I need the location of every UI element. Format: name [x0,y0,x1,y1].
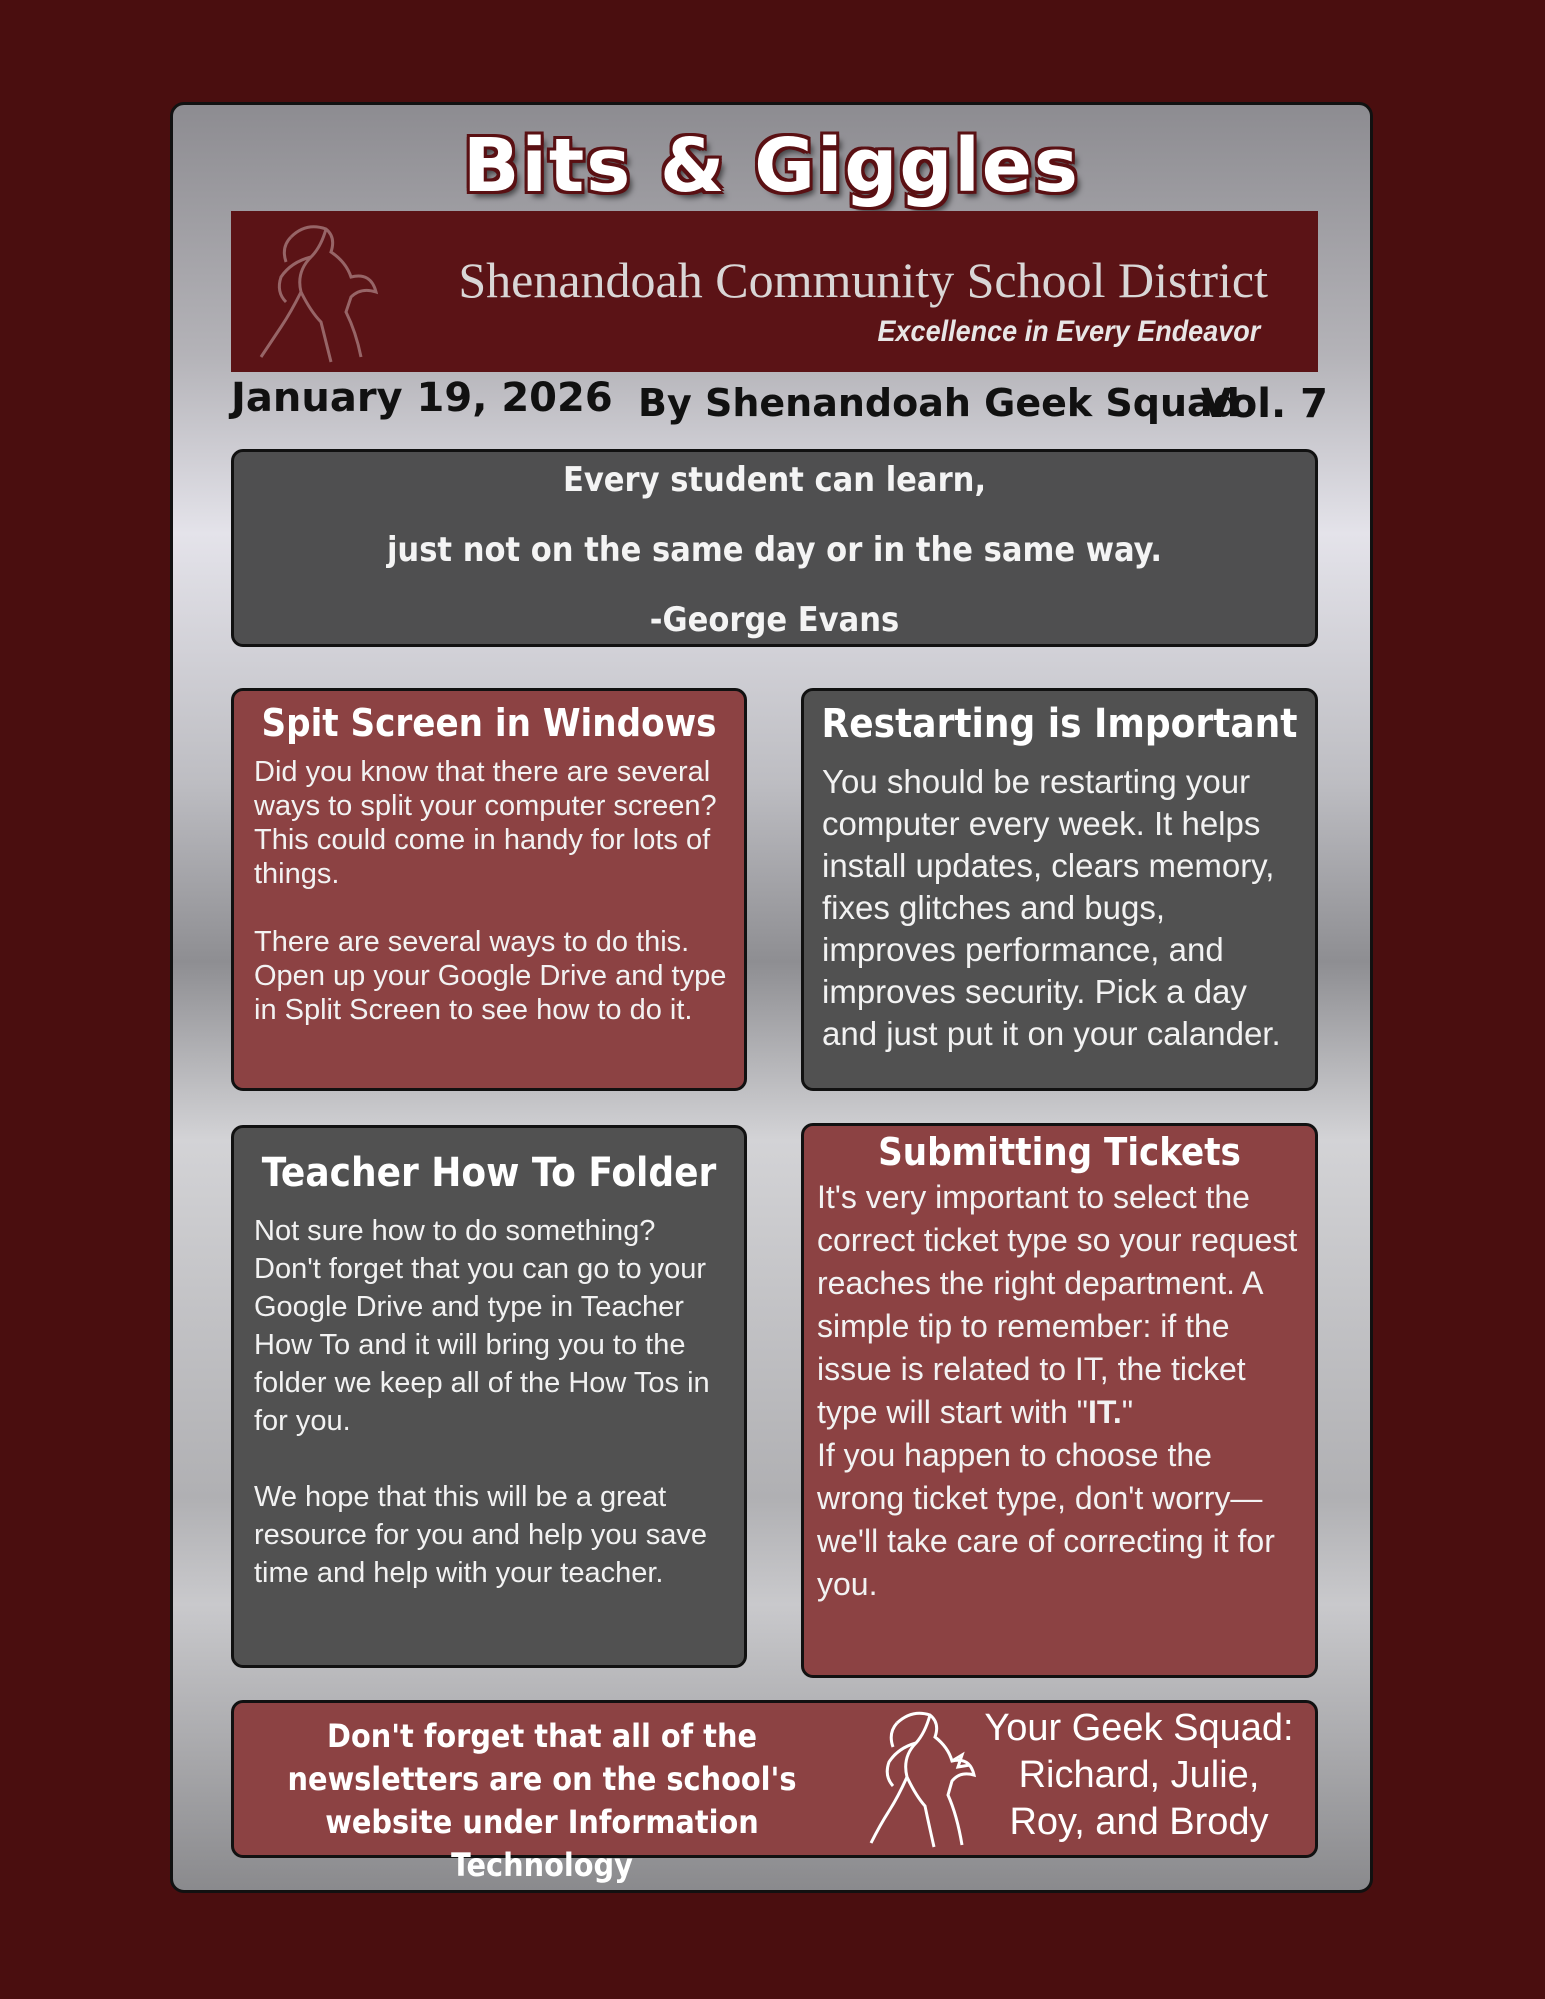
quote-box [231,449,1318,647]
article-split-screen [231,688,747,1091]
article-submitting-tickets [801,1123,1318,1678]
district-banner [231,211,1318,372]
footer-reminder: Don't forget that all of the newsletters are on the school's website under Information Technology [287,1717,797,1884]
mustang-horse-logo [251,217,381,367]
article-paragraph: Did you know that there are several ways to split your computer screen? This could come in handy for lots of things. [254,756,717,890]
ticket-text-end: " [1121,1394,1134,1430]
article-paragraph: There are several ways to do this. Open up your Google Drive and type in Split Screen to see how to do it. [254,926,727,1026]
ticket-bold-text: IT. [1087,1394,1122,1430]
article-title: Restarting is Important [821,701,1298,747]
article-title: Spit Screen in Windows [261,701,717,745]
quote-line-1: Every student can learn, [562,460,987,500]
geek-squad-credits [979,1705,1299,1846]
geek-squad-names: Richard, Julie, Roy, and Brody [1009,1754,1269,1843]
issue-date: January 19, 2026 [231,375,613,421]
article-paragraph: If you happen to choose the wrong ticket type, don't worry—we'll take care of correcting it for you. [817,1437,1275,1602]
newsletter-title: Bits & Giggles [463,123,1080,209]
footer-box [231,1700,1318,1884]
article-restarting [801,688,1318,1091]
article-how-to-folder [231,1125,747,1668]
article-paragraph [817,1176,1305,1434]
newsletter-page [170,102,1373,1893]
byline: By Shenandoah Geek Squad [638,381,1240,425]
article-paragraph: You should be restarting your computer every week. It helps install updates, clears memory, fixes glitches and bugs, improves performance, and improves security. Pick a day and just put it on your calander. [822,763,1281,1052]
mustang-horse-icon [862,1705,977,1855]
quote-author: -George Evans [649,600,900,640]
article-paragraph: We hope that this will be a great resource for you and help you save time and help with your teacher. [254,1481,707,1589]
ticket-text: It's very important to select the correct ticket type so your request reaches the right department. A simple tip to remember: if the issue is related to IT, the ticket type will start with " [817,1179,1298,1430]
article-paragraph: Not sure how to do something? Don't forget that you can go to your Google Drive and type in Teacher How To and it will bring you to the folder we keep all of the How Tos in for you. [254,1215,710,1437]
volume-number: Vol. 7 [1201,381,1328,427]
quote-line-2: just not on the same day or in the same way. [386,530,1163,570]
article-title: Submitting Tickets [878,1130,1241,1174]
geek-squad-label: Your Geek Squad: [984,1707,1294,1749]
district-tagline: Excellence in Every Endeavor [877,315,1260,348]
article-title: Teacher How To Folder [261,1150,717,1196]
district-name: Shenandoah Community School District [458,252,1268,308]
